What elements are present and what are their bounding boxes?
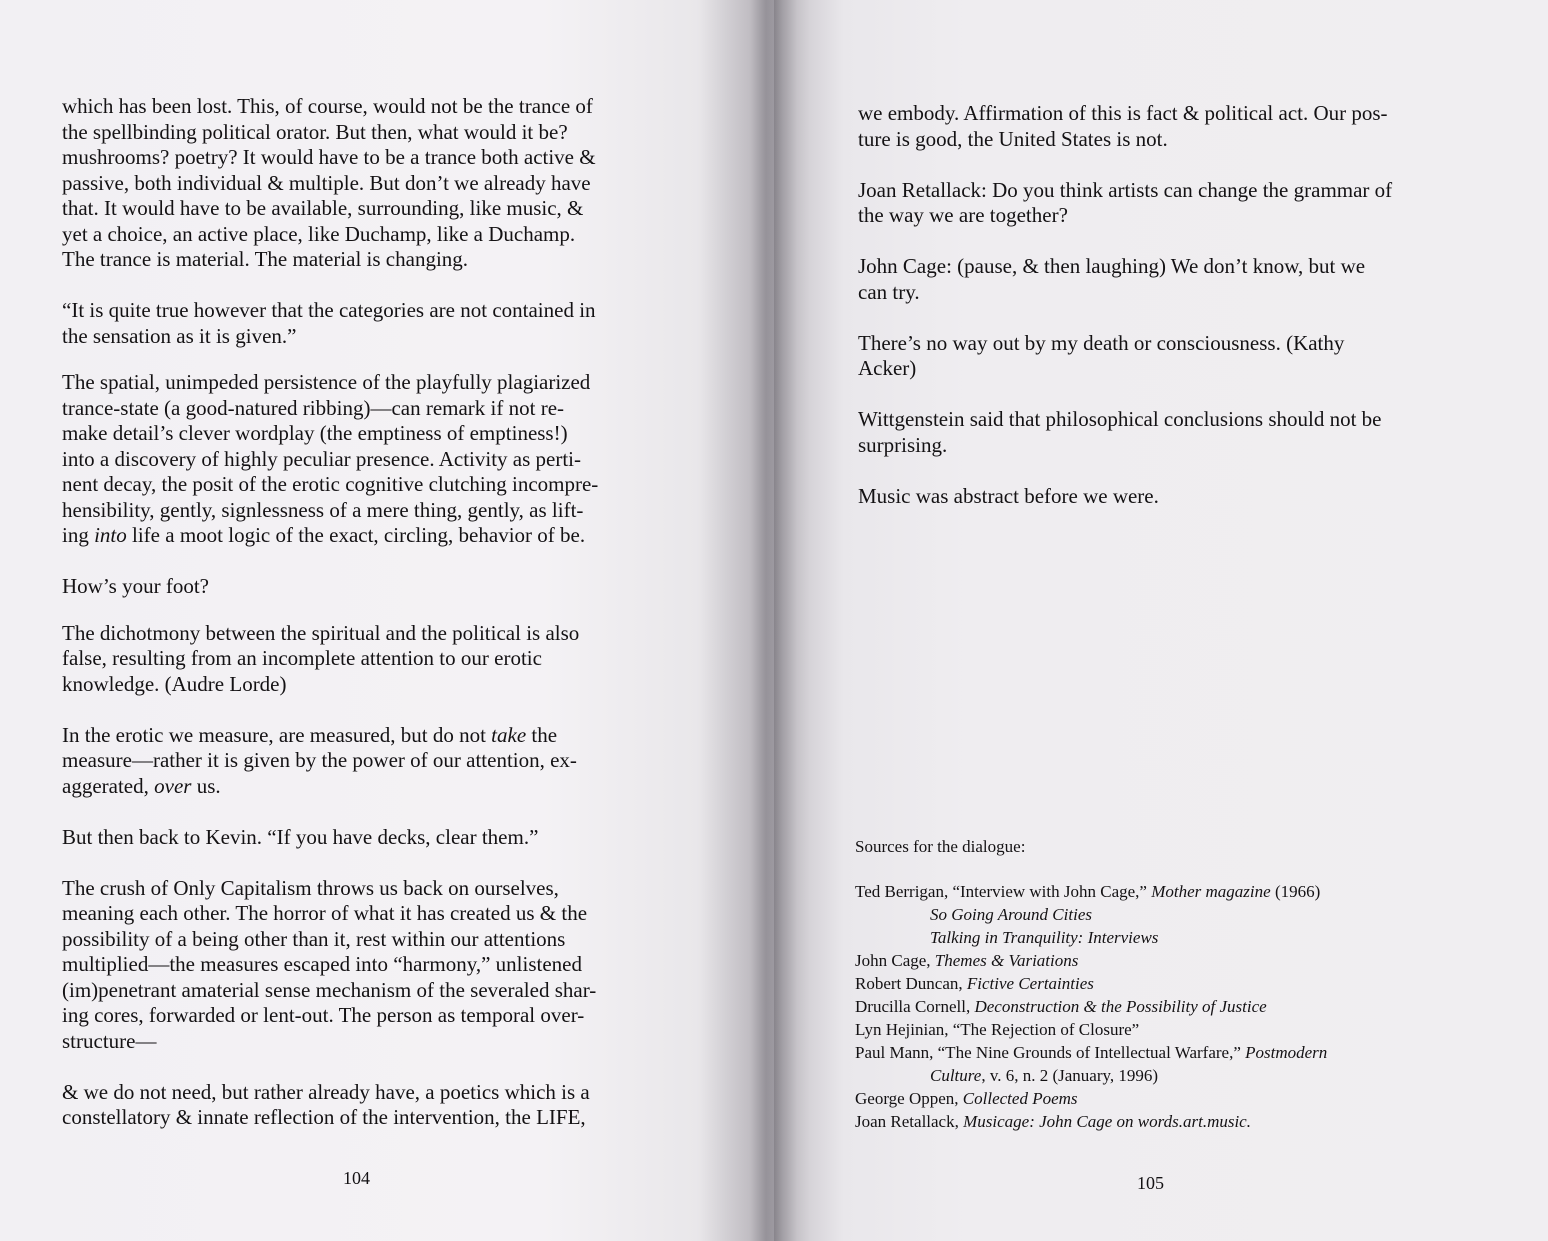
source-entry-continuation <box>855 1064 1475 1087</box>
paragraph: Joan Retallack: Do you think artists can change the grammar of the way we are together? <box>858 177 1393 227</box>
paragraph: which has been lost. This, of course, would not be the trance of the spellbinding political orator. But then, what would it be? mushrooms? poetry? It would have to be a trance both active & passive, both individual & multiple. But don’t we already have that. It would have to be available, surrounding, like music, & yet a choice, an active place, like Duchamp, like a Duchamp. The trance is material. The material is changing. <box>62 94 596 271</box>
paragraph: we embody. Affirmation of this is fact & political act. Our pos- ture is good, the United States is not. <box>858 101 1388 151</box>
source-entry <box>855 972 1475 995</box>
sources-list <box>855 835 1475 1133</box>
italic-span: Culture <box>930 1066 982 1085</box>
text-span: Joan Retallack, <box>855 1112 964 1131</box>
text-span: In the erotic we measure, are measured, but do not <box>62 722 492 747</box>
paragraph: The crush of Only Capitalism throws us back on ourselves, meaning each other. The horror of what it has created us & the possibility of a being other than it, rest within our attentions multiplied—the measures escaped into “harmony,” unlistened (im)penetrant amaterial sense mechanism of the severaled shar- ing cores, forwarded or lent-out. The person as temporal over- structure— <box>62 875 597 1053</box>
text-span: Drucilla Cornell, <box>855 997 975 1016</box>
paragraph <box>62 723 660 800</box>
paragraph: & we do not need, but rather already have, a poetics which is a constellatory & innate reflection of the intervention, the LIFE, <box>62 1079 590 1129</box>
paragraph: “It is quite true however that the categories are not contained in the sensation as it is given.” <box>62 298 596 348</box>
left-page-body <box>62 94 660 1131</box>
paragraph: But then back to Kevin. “If you have decks, clear them.” <box>62 824 539 849</box>
source-entry <box>855 995 1475 1018</box>
page-number: 105 <box>1137 1173 1164 1193</box>
text-span: us. <box>191 773 221 798</box>
italic-span: Deconstruction & the Possibility of Justice <box>974 997 1267 1016</box>
italic-span: into <box>94 523 127 547</box>
text-span: The spatial, unimpeded persistence of the playfully plagiarized trance-state (a good-natured ribbing)—can remark if not re- make detail’s clever wordplay (the emptiness of emptiness!) into a discovery of highly peculiar presence. Activity as perti- nent decay, the posit of the erotic cognitive clutching incompre- hensibility, gently, signlessness of a mere thing, gently, as lift- ing <box>62 370 599 547</box>
right-page-body <box>858 101 1456 509</box>
source-entry <box>855 926 1475 949</box>
italic-span: Collected Poems <box>962 1089 1078 1108</box>
italic-span: Fictive Certainties <box>966 974 1094 993</box>
text-span: John Cage, <box>855 951 935 970</box>
paragraph: The dichotmony between the spiritual and the political is also false, resulting from an incomplete attention to our erotic knowledge. (Audre Lorde) <box>62 620 580 696</box>
text-span: Ted Berrigan, “Interview with John Cage,” <box>855 882 1152 901</box>
text-span: George Oppen, <box>855 1089 963 1108</box>
italic-span: over <box>154 773 192 798</box>
text-span: (1966) <box>1270 882 1321 901</box>
page-number: 104 <box>343 1168 370 1188</box>
italic-span: Talking in Tranquility: Interviews <box>930 928 1159 947</box>
italic-span: Themes & Variations <box>934 951 1079 970</box>
source-entry <box>855 880 1475 903</box>
italic-span: Postmodern <box>1245 1043 1328 1062</box>
italic-span: Musicage: John Cage on words.art.music. <box>963 1112 1251 1131</box>
text-span: Paul Mann, “The Nine Grounds of Intellectual Warfare,” <box>855 1043 1246 1062</box>
text-span: , v. 6, n. 2 (January, 1996) <box>981 1066 1159 1085</box>
source-entry <box>855 903 1475 926</box>
paragraph: Music was abstract before we were. <box>858 483 1159 508</box>
source-entry <box>855 949 1475 972</box>
paragraph: Wittgenstein said that philosophical conclusions should not be surprising. <box>858 407 1382 457</box>
paragraph: There’s no way out by my death or consciousness. (Kathy Acker) <box>858 330 1345 380</box>
sources-heading: Sources for the dialogue: <box>855 837 1026 856</box>
source-entry <box>855 1087 1475 1110</box>
italic-span: take <box>491 722 527 747</box>
source-entry: Lyn Hejinian, “The Rejection of Closure” <box>855 1020 1140 1039</box>
source-entry <box>855 1041 1475 1064</box>
paragraph: John Cage: (pause, & then laughing) We don’t know, but we can try. <box>858 254 1366 304</box>
text-span: the measure—rather it is given by the power of our attention, ex- aggerated, <box>62 722 577 798</box>
source-entry <box>855 1110 1475 1133</box>
paragraph <box>62 370 660 549</box>
paragraph: How’s your foot? <box>62 574 209 598</box>
text-span: life a moot logic of the exact, circling, behavior of be. <box>126 523 586 547</box>
italic-span: Mother magazine <box>1151 882 1271 901</box>
text-span: Robert Duncan, <box>855 974 967 993</box>
italic-span: So Going Around Cities <box>930 905 1092 924</box>
